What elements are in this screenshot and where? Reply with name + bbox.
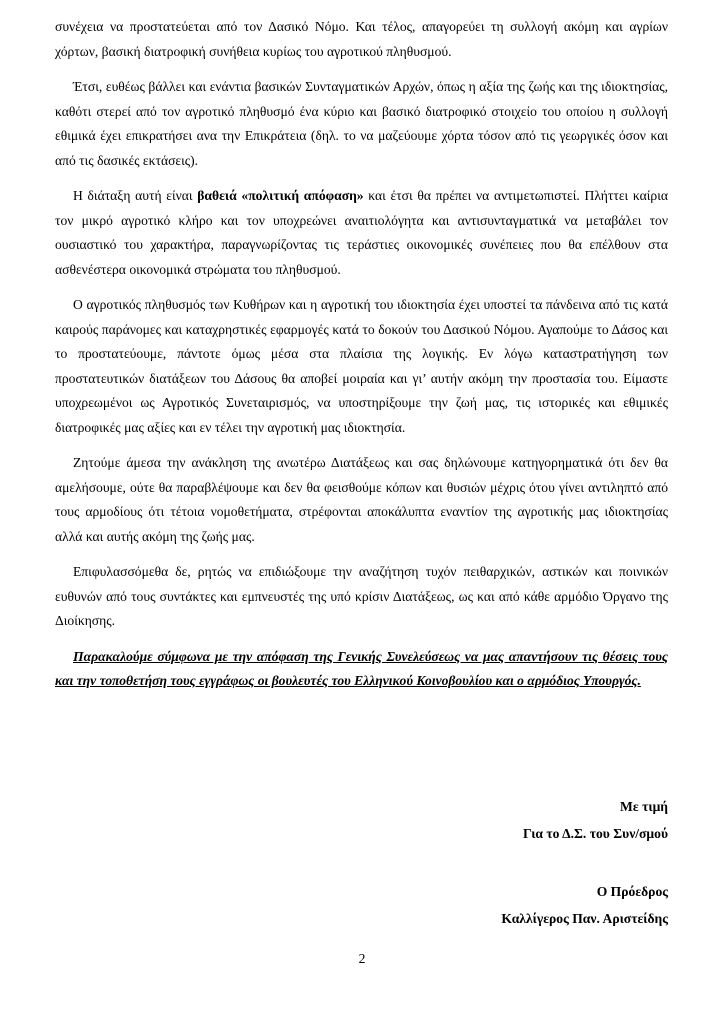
paragraph-liability-reservation: Επιφυλασσόμεθα δε, ρητώς να επιδιώξουμε την αναζήτηση τυχόν πειθαρχικών, αστικών και ποινικών ευθυνών από τους συντάκτες και εμπνευστές της υπό κρίσιν Διατάξεως, ως και από κάθε αρμόδιο Όργανο της Διοίκησης. [55, 564, 668, 628]
paragraph-kythira-population: Ο αγροτικός πληθυσμός των Κυθήρων και η αγροτική του ιδιοκτησία έχει υποστεί τα πάνδεινα από τις κατά καιρούς παράνομες και καταχρηστικές εφαρμογές κατά το δοκούν του Δασικού Νόμου. Αγαπούμε το Δάσος και το προστατεύουμε, πάντοτε όμως μέσα στα πλαίσια της λογικής. Εν λόγω καταστρατήγηση των προστατευτικών διατάξεων του Δάσους θα αποβεί μοιραία και γι’ αυτήν ακόμη την προστασία του. Είμαστε υποχρεωμένοι ως Αγροτικός Συνεταιρισμός, να υποστηρίξουμε την ζωή μας, τις ιστορικές και εθιμικές διατροφικές μας αξίες και εν τέλει την αγροτική μας ιδιοκτησία. [55, 297, 668, 435]
page-number: 2 [358, 951, 366, 966]
signature-role: Ο Πρόεδρος [596, 884, 668, 899]
closing-request: Παρακαλούμε σύμφωνα με την απόφαση της Γενικής Συνελεύσεως να μας απαντήσουν τις θέσεις τους και την τοποθετήση τους εγγράφως οι βουλευτές του Ελληνικού Κοινοβουλίου και ο αρμόδιος Υπουργός. [55, 648, 668, 688]
paragraph-political-decision [55, 184, 668, 282]
paragraph-revocation-demand: Ζητούμε άμεσα την ανάκληση της ανωτέρω Διατάξεως και σας δηλώνουμε κατηγορηματικά ότι δεν θα αμελήσουμε, ούτε θα παραβλέψουμε και δεν θα φεισθούμε κόπων και θυσιών μέχρις ότου γίνει αντιληπτό από τους αρμοδίους ότι τέτοια νομοθετήματα, στρέφονται αποκάλυπτα εναντίον της αγροτικής μας ιδιοκτησίας αλλά και αυτής ακόμη της ζωής μας. [55, 455, 668, 544]
paragraph-constitutional-principles: Έτσι, ευθέως βάλλει και ενάντια βασικών Συνταγματικών Αρχών, όπως η αξία της ζωής και της ιδιοκτησίας, καθότι στερεί από τον αγροτικό πληθυσμό ένα κύριο και βασικό διατροφικό στοιχείο του οποίου η συλλογή εθιμικά έχει επικρατήσει ανα την Επικράτεια (δηλ. το να μαζεύουμε χόρτα τόσον από τις γεωργικές όσον και από τις δασικές εκτάσεις). [55, 79, 668, 168]
paragraph-political-decision-rest: και έτσι θα πρέπει να αντιμετωπιστεί. Πλήττει καίρια τον μικρό αγροτικό κλήρο και τον υποχρεώνει αναιτιολόγητα και αντισυνταγματικά να μεταβάλει τον ουσιαστικό του χαρακτήρα, παραγνωρίζοντας τις τεράστιες οικονομικές συνέπειες που θα επέλθουν στα ασθενέστερα οικονομικά στρώματα του πληθυσμού. [55, 188, 668, 277]
signature-name: Καλλίγερος Παν. Αριστείδης [501, 911, 668, 926]
signature-regards: Με τιμή [620, 799, 668, 814]
signature-on-behalf: Για το Δ.Σ. του Συν/σμού [523, 826, 668, 841]
political-decision-emphasis: βαθειά «πολιτική απόφαση» [197, 188, 364, 203]
paragraph-political-decision-lead: Η διάταξη αυτή είναι [73, 188, 198, 203]
document-body [55, 15, 668, 705]
paragraph-forest-law-continuation: συνέχεια να προστατεύεται από τον Δασικό Νόμο. Και τέλος, απαγορεύει τη συλλογή ακόμη και αγρίων χόρτων, βασική διατροφική συνήθεια κυρίως του αγροτικού πληθυσμού. [55, 19, 668, 59]
